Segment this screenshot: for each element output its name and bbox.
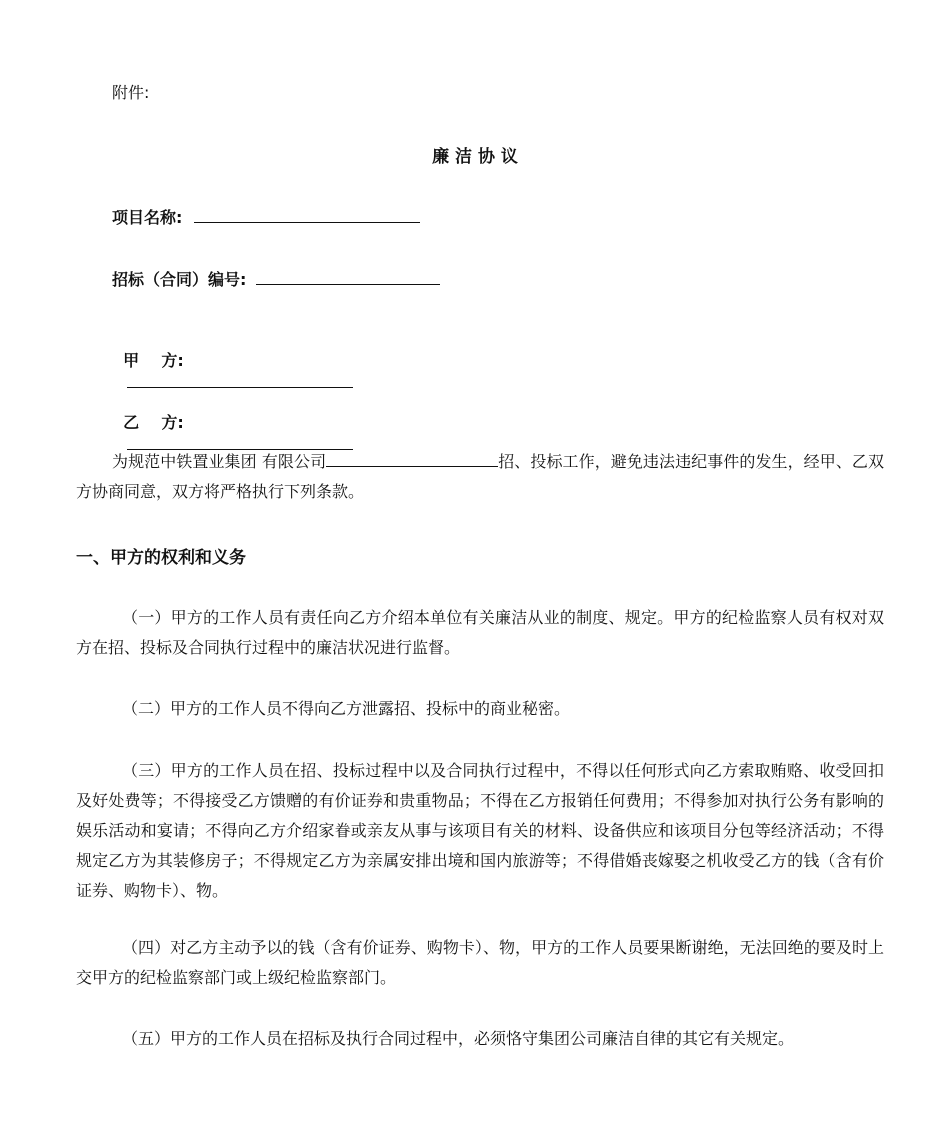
clause-1: （一）甲方的工作人员有责任向乙方介绍本单位有关廉洁从业的制度、规定。甲方的纪检监察人员有权对双方在招、投标及合同执行过程中的廉洁状况进行监督。 xyxy=(76,608,884,657)
party-a-field xyxy=(112,329,353,392)
clause-4: （四）对乙方主动予以的钱（含有价证券、购物卡）、物，甲方的工作人员要果断谢绝，无法回绝的要及时上交甲方的纪检监察部门或上级纪检监察部门。 xyxy=(76,938,884,987)
clause-5: （五）甲方的工作人员在招标及执行合同过程中，必须恪守集团公司廉洁自律的其它有关规定。 xyxy=(122,1029,795,1048)
document-title: 廉 洁 协 议 xyxy=(432,147,518,167)
clause-3: （三）甲方的工作人员在招、投标过程中以及合同执行过程中，不得以任何形式向乙方索取贿赂、收受回扣及好处费等；不得接受乙方馈赠的有价证券和贵重物品；不得在乙方报销任何费用；不得参加对执行公务有影响的娱乐活动和宴请；不得向乙方介绍家眷或亲友从事与该项目有关的材料、设备供应和该项目分包等经济活动；不得规定乙方为其装修房子；不得规定乙方为亲属安排出境和国内旅游等；不得借婚丧嫁娶之机收受乙方的钱（含有价证券、购物卡）、物。 xyxy=(76,761,884,900)
attachment-label: 附件: xyxy=(112,83,150,102)
party-a-label: 甲 方: xyxy=(123,351,184,370)
intro-blank xyxy=(326,450,498,467)
project-name-blank xyxy=(194,206,420,223)
bid-number-label: 招标（合同）编号: xyxy=(112,270,247,289)
clause-2: （二）甲方的工作人员不得向乙方泄露招、投标中的商业秘密。 xyxy=(122,699,571,718)
bid-number-field xyxy=(112,267,440,290)
bid-number-blank xyxy=(256,268,440,285)
intro-text-before: 为规范中铁置业集团 有限公司 xyxy=(112,452,327,471)
intro-text-after: 招、投标工作，避免违法违纪事件的发生，经甲、乙双方协商同意，双方将严格执行下列条款。 xyxy=(76,452,884,501)
section-heading: 一、甲方的权利和义务 xyxy=(76,548,246,568)
party-b-label: 乙 方: xyxy=(123,413,184,432)
project-name-label: 项目名称: xyxy=(112,208,183,227)
party-a-blank xyxy=(127,371,353,388)
party-b-field xyxy=(112,391,353,454)
intro-paragraph xyxy=(76,447,884,507)
project-name-field xyxy=(112,205,420,228)
